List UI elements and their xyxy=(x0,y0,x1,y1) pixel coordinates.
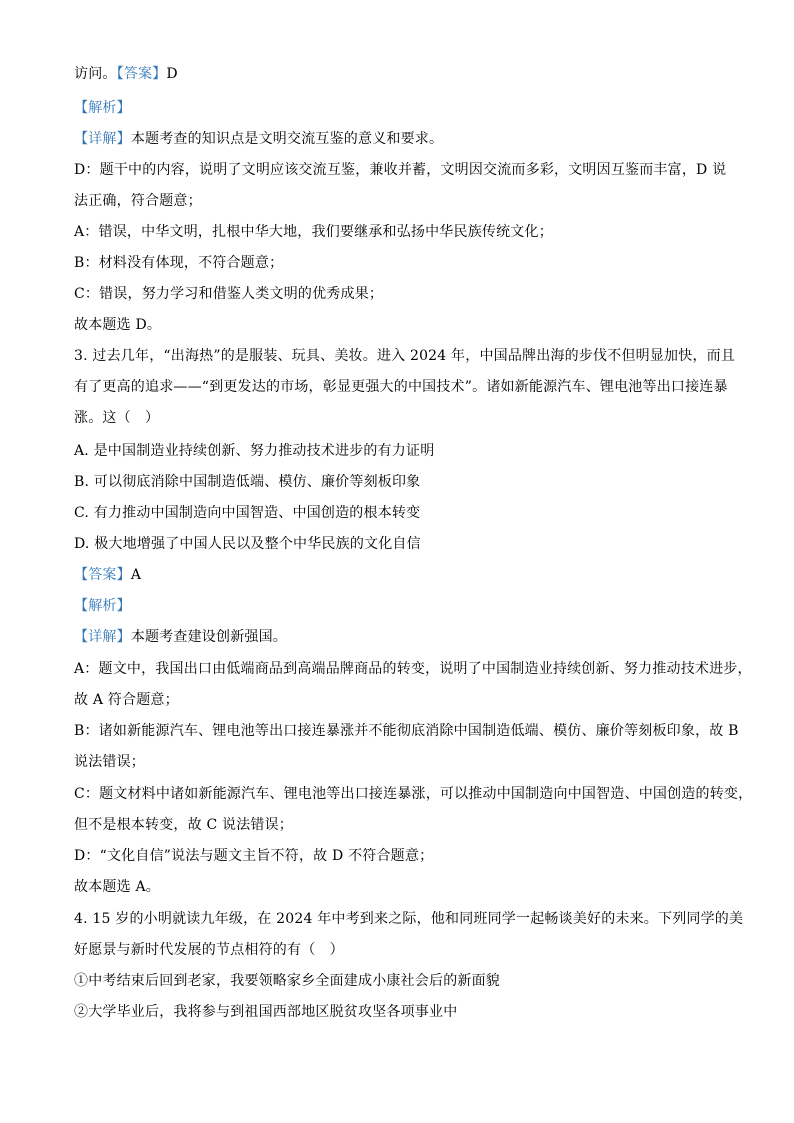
q3-stem-line: 涨。这（ ） xyxy=(74,410,160,426)
q3-stem-line: 3. 过去几年，“出海热”的是服装、玩具、美妆。进入 2024 年，中国品牌出海的步伐不但明显加快，而且 xyxy=(74,348,736,364)
q2-line: B：材料没有体现，不符合题意； xyxy=(74,255,284,271)
q2-line: 法正确，符合题意； xyxy=(74,193,202,209)
q2-detail-text: 本题考查的知识点是文明交流互鉴的意义和要求。 xyxy=(130,131,444,147)
q3-line: B：诸如新能源汽车、锂电池等出口接连暴涨并不能彻底消除中国制造低端、模仿、廉价等刻板印象，故 B xyxy=(74,723,739,739)
q2-line: 故本题选 D。 xyxy=(74,317,162,333)
q4-item-1: ①中考结束后回到老家，我要领略家乡全面建成小康社会后的新面貌 xyxy=(74,973,500,989)
q3-line: D：“文化自信”说法与题文主旨不符，故 D 不符合题意； xyxy=(74,848,434,864)
q3-line: 故 A 符合题意； xyxy=(74,692,179,708)
q3-answer-line xyxy=(74,565,724,585)
q4-stem-line: 好愿景与新时代发展的节点相符的有（ ） xyxy=(74,942,344,958)
q3-line: 但不是根本转变，故 C 说法错误； xyxy=(74,817,294,833)
q2-fragment: 访问。 xyxy=(74,66,117,82)
q3-line: A：题文中，我国出口由低端商品到高端品牌商品的转变，说明了中国制造业持续创新、努力推动技术进步， xyxy=(74,661,752,677)
q4-stem-line: 4. 15 岁的小明就读九年级，在 2024 年中考到来之际，他和同班同学一起畅谈美好的未来。下列同学的美 xyxy=(74,911,744,927)
q3-line: C：题文材料中诸如新能源汽车、锂电池等出口接连暴涨，可以推动中国制造向中国智造、中国创造的转变， xyxy=(74,786,753,802)
q3-option-b: B. 可以彻底消除中国制造低端、模仿、廉价等刻板印象 xyxy=(74,474,421,490)
q2-line: D：题干中的内容，说明了文明应该交流互鉴，兼收并蓄，文明因交流而多彩，文明因互鉴而丰富，D 说 xyxy=(74,162,727,178)
q3-line: 说法错误； xyxy=(74,754,145,770)
q3-option-a: A. 是中国制造业持续创新、努力推动技术进步的有力证明 xyxy=(74,443,435,459)
q3-answer-value: A xyxy=(130,567,142,583)
q3-line: 故本题选 A。 xyxy=(74,879,160,895)
q2-analysis-tag: 【解析】 xyxy=(74,100,131,116)
q3-stem-line: 有了更高的追求——“到更发达的市场，彰显更强大的中国技术”。诸如新能源汽车、锂电池等出口接连暴 xyxy=(74,379,728,395)
q4-item-2: ②大学毕业后，我将参与到祖国西部地区脱贫攻坚各项事业中 xyxy=(74,1004,458,1020)
q3-detail-tag: 【详解】 xyxy=(74,629,131,645)
q2-answer-line xyxy=(74,64,724,84)
q3-detail-text: 本题考查建设创新强国。 xyxy=(130,629,288,645)
q2-line: A：错误，中华文明，扎根中华大地，我们要继承和弘扬中华民族传统文化； xyxy=(74,224,553,240)
q2-line: C：错误，努力学习和借鉴人类文明的优秀成果； xyxy=(74,286,384,302)
q3-answer-tag: 【答案】 xyxy=(74,567,131,583)
q2-answer-tag: 【答案】 xyxy=(116,66,167,82)
q3-option-d: D. 极大地增强了中国人民以及整个中华民族的文化自信 xyxy=(74,536,421,552)
q2-answer-value: D xyxy=(166,66,178,82)
q3-option-c: C. 有力推动中国制造向中国智造、中国创造的根本转变 xyxy=(74,505,421,521)
q3-detail-line xyxy=(74,627,724,647)
q3-analysis-tag: 【解析】 xyxy=(74,598,131,614)
q2-detail-tag: 【详解】 xyxy=(74,131,131,147)
q2-detail-line xyxy=(74,129,724,149)
